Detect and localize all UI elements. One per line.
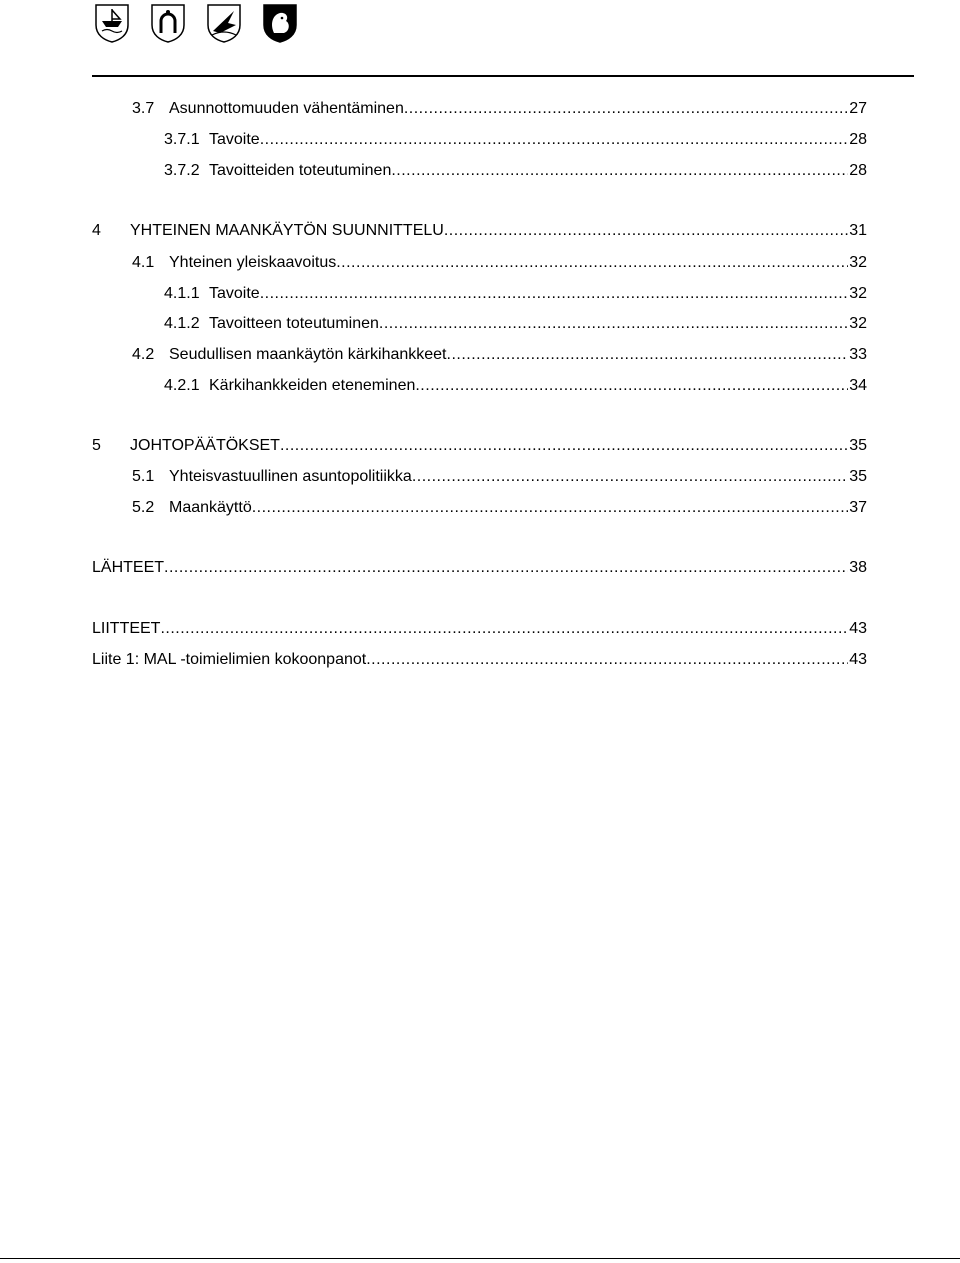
toc-leader-dots	[391, 161, 848, 181]
toc-entry-title: Tavoite	[209, 285, 260, 302]
toc-entry[interactable]	[0, 343, 960, 367]
toc-entry-title: Tavoitteen toteutuminen	[209, 315, 379, 332]
toc-entry-title: Seudullisen maankäytön kärkihankkeet	[169, 346, 447, 363]
toc-entry[interactable]	[0, 648, 960, 672]
toc-entry-number: 4.2	[132, 346, 155, 363]
toc-entry-title: Maankäyttö	[169, 499, 252, 516]
toc-entry-number: 3.7.1	[164, 131, 200, 148]
toc-leader-dots	[415, 376, 848, 396]
toc-entry-page: 35	[849, 437, 867, 454]
toc-entry-number: 3.7.2	[164, 162, 200, 179]
toc-leader-dots	[336, 253, 848, 273]
toc-leader-dots	[260, 130, 849, 150]
toc-leader-dots	[444, 221, 848, 241]
toc-entry[interactable]	[0, 556, 960, 580]
toc-entry-page: 31	[849, 222, 867, 239]
toc-entry-number: 4.1.1	[164, 285, 200, 302]
toc-entry-title: Tavoite	[209, 131, 260, 148]
toc-entry-number: 3.7	[132, 100, 155, 117]
toc-entry-number: 4.1	[132, 254, 155, 271]
toc-entry[interactable]	[0, 97, 960, 121]
toc-entry-number: 4	[92, 222, 101, 239]
toc-entry-page: 35	[849, 468, 867, 485]
toc-leader-dots	[252, 498, 848, 518]
bird-crest-icon	[206, 3, 242, 43]
toc-entry-number: 4.1.2	[164, 315, 200, 332]
toc-entry-title: Yhteinen yleiskaavoitus	[169, 254, 337, 271]
toc-entry[interactable]	[0, 312, 960, 336]
toc-entry-page: 28	[849, 162, 867, 179]
toc-entry-page: 43	[849, 620, 867, 637]
toc-entry-page: 34	[849, 377, 867, 394]
toc-entry-title: Yhteisvastuullinen asuntopolitiikka	[169, 468, 412, 485]
toc-leader-dots	[366, 650, 848, 670]
toc-entry-page: 37	[849, 499, 867, 516]
toc-entry-page: 32	[849, 315, 867, 332]
toc-entry-title: JOHTOPÄÄTÖKSET	[130, 437, 280, 454]
squirrel-crest-icon	[262, 3, 298, 43]
toc-leader-dots	[260, 284, 849, 304]
toc-entry[interactable]	[0, 128, 960, 152]
toc-leader-dots	[379, 314, 848, 334]
toc-entry-page: 28	[849, 131, 867, 148]
toc-entry[interactable]	[0, 159, 960, 183]
toc-entry-title: LÄHTEET	[92, 559, 165, 576]
toc-entry[interactable]	[0, 282, 960, 306]
toc-entry-page: 38	[849, 559, 867, 576]
toc-leader-dots	[280, 436, 848, 456]
toc-entry[interactable]	[0, 465, 960, 489]
toc-entry-title: Liite 1: MAL -toimielimien kokoonpanot	[92, 651, 367, 668]
toc-entry-title: LIITTEET	[92, 620, 161, 637]
toc-entry-page: 32	[849, 254, 867, 271]
toc-entry-page: 33	[849, 346, 867, 363]
toc-entry-title: Tavoitteiden toteutuminen	[209, 162, 392, 179]
toc-entry-page: 43	[849, 651, 867, 668]
toc-leader-dots	[404, 99, 848, 119]
toc-entry-title: Kärkihankkeiden eteneminen	[209, 377, 416, 394]
toc-entry-number: 5	[92, 437, 101, 454]
toc-entry-title: Asunnottomuuden vähentäminen	[169, 100, 404, 117]
toc-leader-dots	[164, 558, 848, 578]
header-crests	[94, 3, 298, 43]
toc-leader-dots	[412, 467, 848, 487]
toc-entry-title: YHTEINEN MAANKÄYTÖN SUUNNITTELU	[130, 222, 444, 239]
toc-entry-number: 4.2.1	[164, 377, 200, 394]
toc-leader-dots	[160, 619, 848, 639]
toc-entry-number: 5.2	[132, 499, 155, 516]
toc-entry-page: 27	[849, 100, 867, 117]
toc-entry[interactable]	[0, 219, 960, 243]
toc-entry[interactable]	[0, 496, 960, 520]
toc-entry[interactable]	[0, 434, 960, 458]
toc-leader-dots	[447, 345, 849, 365]
toc-entry[interactable]	[0, 617, 960, 641]
footer-rule	[0, 1258, 960, 1259]
toc-entry[interactable]	[0, 374, 960, 398]
header-rule	[92, 75, 914, 77]
toc-entry-number: 5.1	[132, 468, 155, 485]
toc-entry-page: 32	[849, 285, 867, 302]
toc-entry[interactable]	[0, 251, 960, 275]
ship-crest-icon	[94, 3, 130, 43]
horseshoe-crest-icon	[150, 3, 186, 43]
